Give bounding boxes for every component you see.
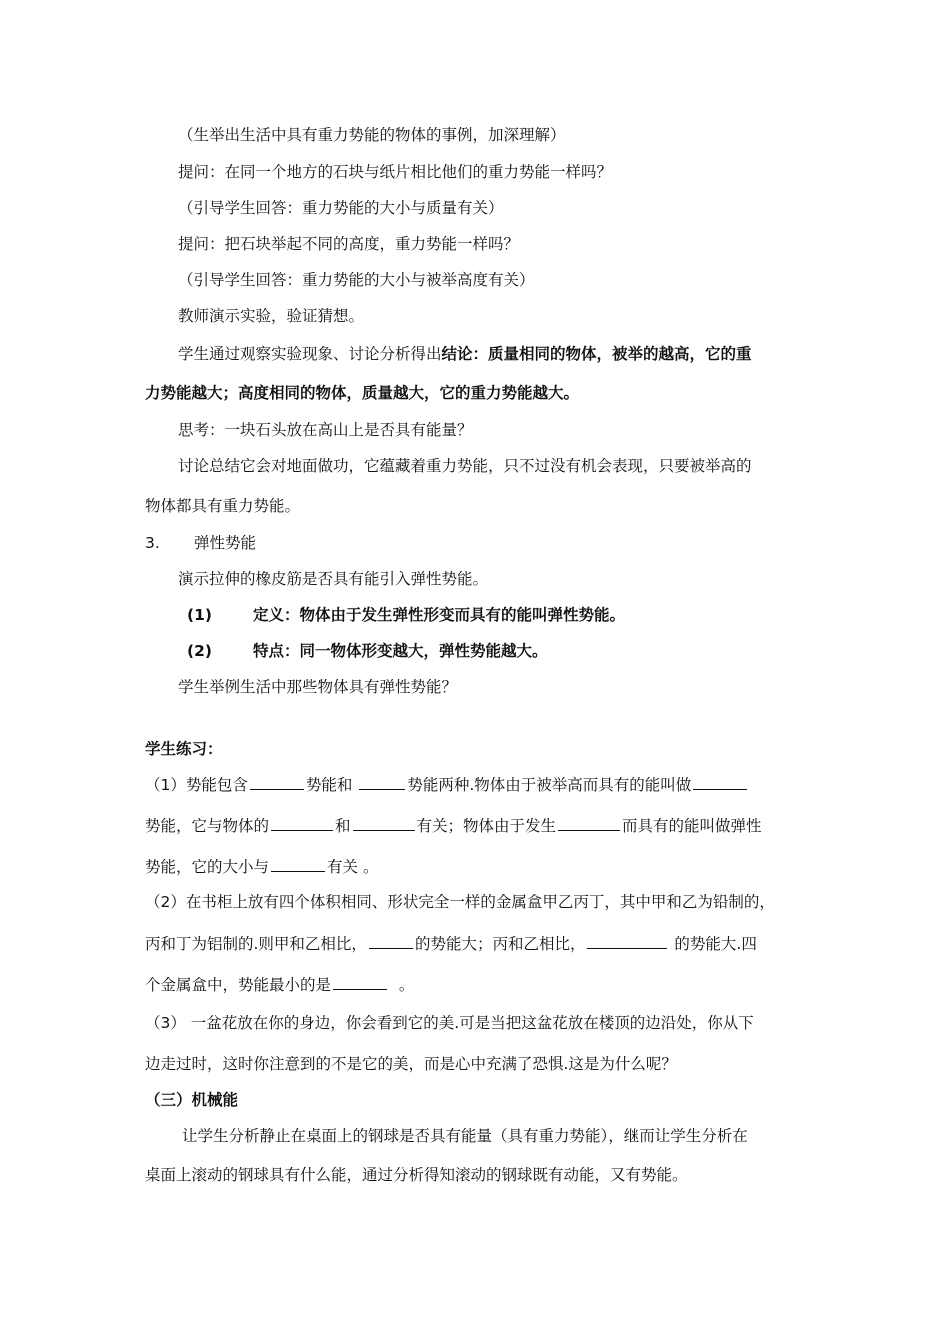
q1-text: 而具有的能叫做弹性 [622,817,762,835]
exercise-heading: 学生练习： [145,740,223,758]
section-title: 弹性势能 [194,534,257,552]
feature-text: 特点：同一物体形变越大，弹性势能越大。 [253,642,548,660]
q2-text: 的势能大；丙和乙相比， [414,935,586,953]
answer-blank[interactable] [359,773,405,790]
exercise-q1-line1 [145,773,749,796]
section-number: 3. [145,534,160,552]
exercise-q2-line2 [145,932,757,955]
q1-text: 势能，它与物体的 [145,817,270,835]
text-line: 物体都具有重力势能。 [145,497,301,515]
conclusion-continuation: 力势能越大；高度相同的物体，质量越大，它的重力势能越大。 [145,384,580,402]
list-number: (2) [187,642,212,660]
answer-blank[interactable] [353,814,415,831]
section3-paragraph: 让学生分析静止在桌面上的钢球是否具有能量（具有重力势能），继而让学生分析在 [182,1127,748,1145]
list-number: (1) [187,606,212,624]
q2-text: 丙和丁为铝制的.则甲和乙相比， [145,935,367,953]
text-line: 提问：把石块举起不同的高度，重力势能一样吗？ [178,235,520,253]
q1-text: 有关；物体由于发生 [416,817,557,835]
exercise-q3-line1: （3） 一盆花放在你的身边，你会看到它的美.可是当把这盆花放在楼顶的边沿处，你从下 [145,1014,754,1032]
answer-blank[interactable] [587,932,667,949]
text-line: 思考：一块石头放在高山上是否具有能量？ [178,421,473,439]
q1-text: 势能和 [305,776,353,794]
q1-text: （1）势能包含 [145,776,248,794]
q1-text: 和 [335,817,351,835]
answer-blank[interactable] [271,814,333,831]
q1-text: 势能，它的大小与 [145,858,270,876]
q1-text: 势能两种.物体由于被举高而具有的能叫做 [407,776,692,794]
q1-text: 有关 。 [327,858,379,876]
text-line: （引导学生回答：重力势能的大小与被举高度有关） [178,271,535,289]
text-line: （引导学生回答：重力势能的大小与质量有关） [178,199,504,217]
definition-text: 定义：物体由于发生弹性形变而具有的能叫弹性势能。 [253,606,626,624]
exercise-q2-line3 [145,973,414,996]
answer-blank[interactable] [333,973,387,990]
answer-blank[interactable] [369,932,413,949]
text-line: 教师演示实验，验证猜想。 [178,307,365,325]
text-line: 学生举例生活中那些物体具有弹性势能？ [178,678,458,696]
q2-text: 。 [398,976,415,994]
exercise-q1-line3 [145,855,378,878]
answer-blank[interactable] [271,855,325,872]
text-line: 提问：在同一个地方的石块与纸片相比他们的重力势能一样吗？ [178,163,613,181]
conclusion-intro: 学生通过观察实验现象、讨论分析得出 [178,345,442,363]
exercise-q2-line1: （2）在书柜上放有四个体积相同、形状完全一样的金属盒甲乙丙丁，其中甲和乙为铅制的， [145,893,775,911]
text-line: （生举出生活中具有重力势能的物体的事例，加深理解） [178,126,566,144]
text-line: 演示拉伸的橡皮筋是否具有能引入弹性势能。 [178,570,489,588]
conclusion-line [178,343,752,365]
answer-blank[interactable] [693,773,747,790]
answer-blank[interactable] [250,773,304,790]
section3-paragraph: 桌面上滚动的钢球具有什么能，通过分析得知滚动的钢球既有动能，又有势能。 [145,1166,688,1184]
exercise-q3-line2: 边走过时，这时你注意到的不是它的美，而是心中充满了恐惧.这是为什么呢？ [145,1055,677,1073]
answer-blank[interactable] [558,814,620,831]
conclusion-text: 结论：质量相同的物体，被举的越高，它的重 [441,345,752,363]
q2-text: 的势能大.四 [674,935,757,953]
exercise-q1-line2 [145,814,762,837]
text-line: 讨论总结它会对地面做功，它蕴藏着重力势能，只不过没有机会表现，只要被举高的 [178,457,752,475]
section3-heading: （三）机械能 [145,1091,239,1109]
q2-text: 个金属盒中，势能最小的是 [145,976,332,994]
